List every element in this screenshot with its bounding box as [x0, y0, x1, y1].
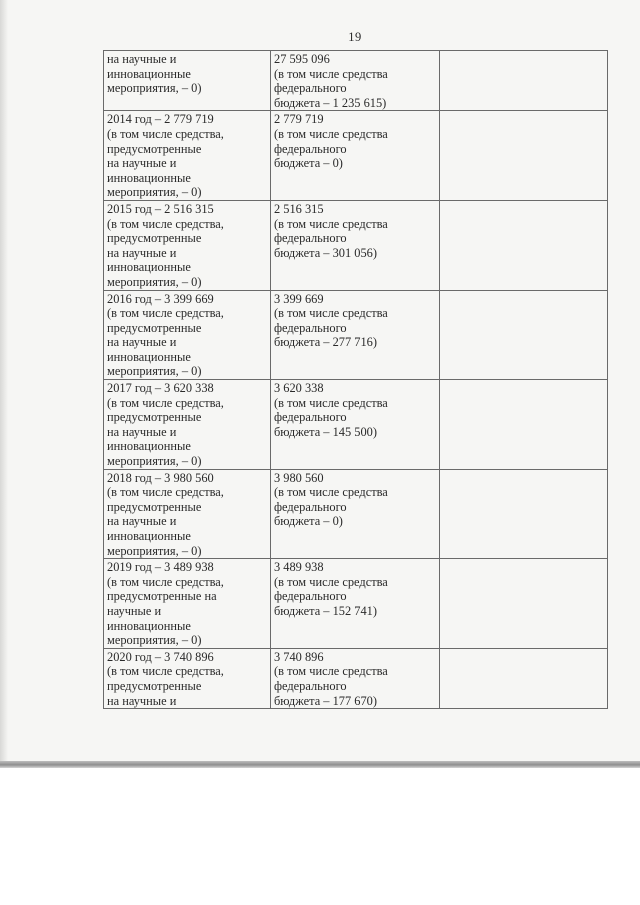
program-funding-cell [104, 469, 271, 559]
cell-text-line: на научные и [107, 693, 177, 708]
cell-text-line: бюджета – 177 670) [274, 693, 377, 708]
cell-text-line: инновационные [107, 529, 191, 543]
program-funding-cell [104, 111, 271, 201]
cell-text-line: 2020 год – 3 740 896 [107, 649, 214, 664]
empty-cell [440, 648, 608, 708]
cell-text-line: мероприятия, – 0) [107, 454, 202, 469]
cell-text-line: инновационные [107, 349, 191, 364]
cell-text-line: мероприятия, – 0) [107, 364, 202, 379]
cell-text-line: 2019 год – 3 489 938 [107, 560, 214, 575]
table-row [104, 469, 608, 559]
program-funding-cell [104, 51, 271, 111]
cell-text-line: научные и [107, 603, 162, 618]
table-row [104, 290, 608, 380]
cell-text-line: федерального [274, 499, 347, 514]
cell-text-line: (в том числе средства, [107, 664, 224, 679]
federal-funding-cell [271, 380, 440, 470]
table-row [104, 51, 608, 111]
cell-text-line: предусмотренные [107, 141, 202, 156]
cell-text-line: 2017 год – 3 620 338 [107, 381, 214, 396]
cell-text-line: 3 740 896 [274, 649, 324, 664]
cell-text-line: (в том числе средства, [107, 485, 224, 500]
cell-text-line: (в том числе средства [274, 306, 388, 321]
cell-text-line: инновационные [107, 260, 191, 275]
federal-funding-cell [271, 51, 440, 111]
cell-text-line: (в том числе средства [274, 126, 388, 141]
cell-text-line: бюджета – 0) [274, 156, 343, 171]
cell-text-line: (в том числе средства [274, 485, 388, 500]
cell-text-line: мероприятия, – 0) [107, 274, 202, 289]
cell-text-line: предусмотренные [107, 499, 202, 514]
cell-text-line: 3 489 938 [274, 560, 324, 575]
cell-text-line: 2015 год – 2 516 315 [107, 201, 214, 216]
table-row [104, 559, 608, 649]
empty-cell [440, 290, 608, 380]
cell-text-line: (в том числе средства [274, 664, 388, 679]
cell-text-line: (в том числе средства, [107, 574, 224, 589]
empty-cell [440, 200, 608, 290]
empty-cell [440, 380, 608, 470]
cell-text-line: бюджета – 145 500) [274, 424, 377, 439]
cell-text-line: 2014 год – 2 779 719 [107, 112, 214, 127]
program-funding-cell [104, 200, 271, 290]
program-funding-cell [104, 380, 271, 470]
cell-text-line: 2018 год – 3 980 560 [107, 470, 214, 485]
table-row [104, 648, 608, 708]
cell-text-line: (в том числе средства [274, 216, 388, 231]
funding-table [103, 50, 608, 709]
cell-text-line: мероприятия, – 0) [107, 185, 202, 200]
cell-text-line: 3 399 669 [274, 291, 324, 306]
program-funding-cell [104, 290, 271, 380]
cell-text-line: инновационные [107, 170, 191, 185]
cell-text-line: (в том числе средства [274, 66, 388, 81]
table-row [104, 111, 608, 201]
scan-bottom-edge [0, 761, 640, 768]
cell-text-line: на научные и [107, 52, 177, 66]
cell-text-line: мероприятия, – 0) [107, 633, 202, 648]
empty-cell [440, 51, 608, 111]
cell-text-line: 2016 год – 3 399 669 [107, 291, 214, 306]
funding-table-body [104, 51, 608, 709]
cell-text-line: на научные и [107, 514, 177, 529]
cell-text-line: бюджета – 277 716) [274, 335, 377, 350]
federal-funding-cell [271, 559, 440, 649]
program-funding-cell [104, 648, 271, 708]
cell-text-line: инновационные [107, 618, 191, 633]
cell-text-line: 2 779 719 [274, 112, 324, 127]
empty-cell [440, 559, 608, 649]
empty-cell [440, 111, 608, 201]
cell-text-line: на научные и [107, 335, 177, 350]
federal-funding-cell [271, 200, 440, 290]
empty-cell [440, 469, 608, 559]
cell-text-line: (в том числе средства, [107, 216, 224, 231]
cell-text-line: инновационные [107, 439, 191, 454]
cell-text-line: предусмотренные [107, 678, 202, 693]
cell-text-line: мероприятия, – 0) [107, 81, 202, 96]
table-row [104, 200, 608, 290]
cell-text-line: на научные и [107, 424, 177, 439]
cell-text-line: 3 620 338 [274, 381, 324, 396]
cell-text-line: предусмотренные на [107, 589, 217, 604]
cell-text-line: 3 980 560 [274, 470, 324, 485]
cell-text-line: бюджета – 0) [274, 514, 343, 529]
cell-text-line: бюджета – 301 056) [274, 245, 377, 260]
cell-text-line: на научные и [107, 156, 177, 171]
cell-text-line: на научные и [107, 245, 177, 260]
cell-text-line: (в том числе средства, [107, 126, 224, 141]
federal-funding-cell [271, 290, 440, 380]
cell-text-line: инновационные [107, 66, 191, 81]
cell-text-line: (в том числе средства, [107, 395, 224, 410]
cell-text-line: (в том числе средства, [107, 306, 224, 321]
cell-text-line: федерального [274, 410, 347, 425]
cell-text-line: федерального [274, 141, 347, 156]
cell-text-line: федерального [274, 678, 347, 693]
federal-funding-cell [271, 648, 440, 708]
cell-text-line: предусмотренные [107, 231, 202, 246]
page-number: 19 [348, 30, 362, 44]
table-row [104, 380, 608, 470]
cell-text-line: федерального [274, 81, 347, 96]
cell-text-line: предусмотренные [107, 320, 202, 335]
cell-text-line: бюджета – 152 741) [274, 603, 377, 618]
cell-text-line: федерального [274, 320, 347, 335]
federal-funding-cell [271, 111, 440, 201]
cell-text-line: федерального [274, 231, 347, 246]
cell-text-line: мероприятия, – 0) [107, 543, 202, 558]
cell-text-line: (в том числе средства [274, 395, 388, 410]
program-funding-cell [104, 559, 271, 649]
cell-text-line: 27 595 096 [274, 52, 330, 66]
page-left-shadow [0, 0, 8, 764]
cell-text-line: бюджета – 1 235 615) [274, 95, 387, 110]
cell-text-line: предусмотренные [107, 410, 202, 425]
cell-text-line: федерального [274, 589, 347, 604]
cell-text-line: 2 516 315 [274, 201, 324, 216]
federal-funding-cell [271, 469, 440, 559]
cell-text-line: (в том числе средства [274, 574, 388, 589]
